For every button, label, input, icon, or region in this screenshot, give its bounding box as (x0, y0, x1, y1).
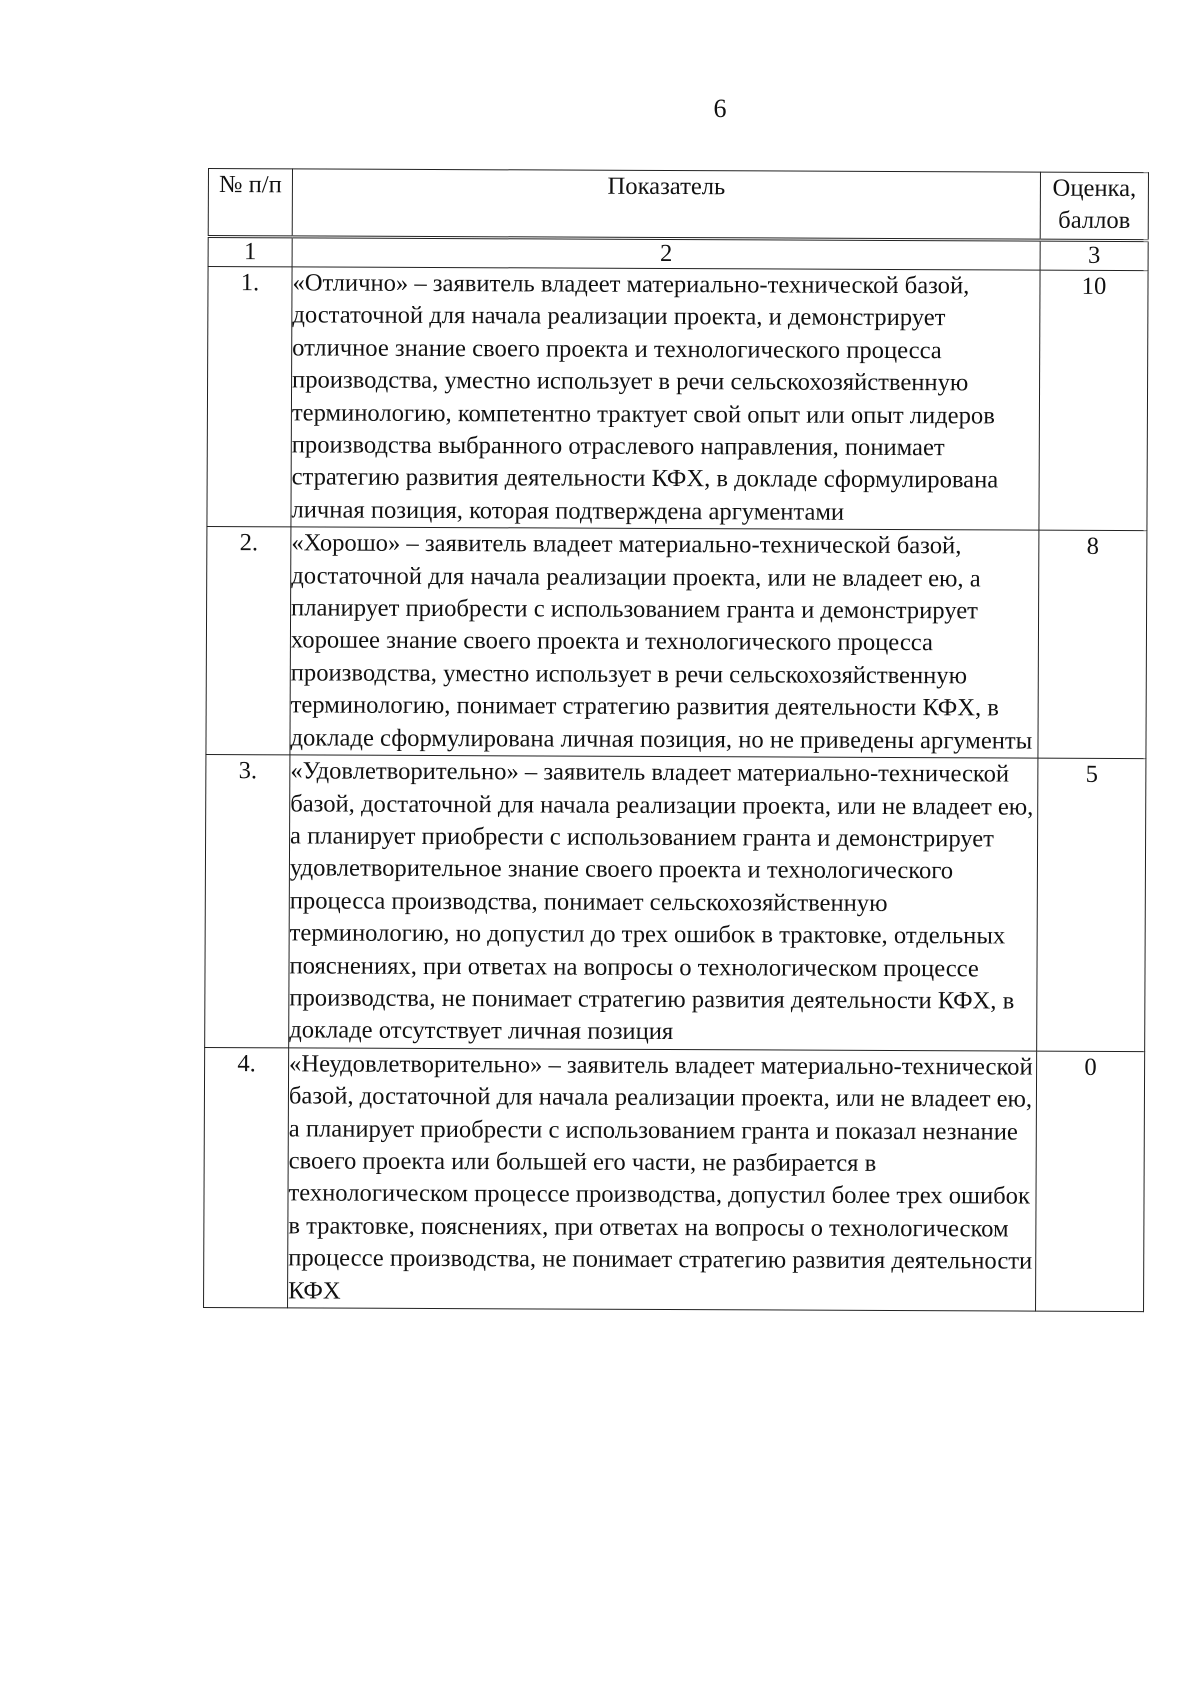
row-score: 5 (1037, 758, 1146, 1051)
row-indicator-text: «Неудовлетворительно» – заявитель владеет материально-технической базой, достаточной для начала реализации проекта, или не владеет ею, а планирует приобрести с использованием гранта и показал незнание своего проекта или большей его части, не разбирается в технологическом процессе производства, допустил более трех ошибок в трактовке, пояснениях, при ответах на вопросы о технологическом процессе производства, не понимает стратегию развития деятельности КФХ (288, 1048, 1037, 1312)
column-number: 3 (1040, 240, 1148, 270)
row-number: 1. (207, 267, 292, 528)
row-number: 3. (205, 755, 290, 1048)
row-number: 4. (204, 1047, 289, 1308)
row-indicator-text: «Отлично» – заявитель владеет материально-технической базой, достаточной для начала реализации проекта, и демонстрирует отличное знание своего проекта и технологического процесса производства, уместно использует в речи сельскохозяйственную терминологию, компетентно трактует свой опыт или опыт лидеров производства выбранного отраслевого направления, понимает стратегию развития деятельности КФХ, в докладе сформулирована личная позиция, которая подтверждена аргументами (291, 267, 1040, 531)
row-score: 10 (1039, 270, 1148, 531)
column-number: 1 (208, 237, 292, 267)
row-number: 2. (206, 527, 291, 755)
table-header-row (208, 169, 1148, 241)
header-score: Оценка, баллов (1040, 172, 1148, 240)
page-number: 6 (713, 94, 727, 123)
row-indicator-text: «Хорошо» – заявитель владеет материально-технической базой, достаточной для начала реализации проекта, или не владеет ею, а планирует приобрести с использованием гранта и демонстрирует хорошее знание своего проекта и технологического процесса производства, уместно использует в речи сельскохозяйственную терминологию, понимает стратегию развития деятельности КФХ, в докладе сформулирована личная позиция, но не приведены аргументы (290, 527, 1039, 758)
table-row (204, 1047, 1145, 1311)
table-row (207, 267, 1148, 531)
header-indicator: Показатель (292, 169, 1040, 240)
table-row (206, 527, 1147, 759)
column-number-row (208, 237, 1148, 271)
row-score: 8 (1038, 530, 1147, 758)
table-row (205, 755, 1146, 1052)
row-score: 0 (1036, 1051, 1145, 1312)
indicators-table (203, 168, 1149, 1312)
indicators-table-wrapper (203, 168, 1148, 1312)
header-number: № п/п (208, 169, 292, 237)
row-indicator-text: «Удовлетворительно» – заявитель владеет материально-технической базой, достаточной для начала реализации проекта, или не владеет ею, а планирует приобрести с использованием гранта и демонстрирует удовлетворительное знание своего проекта и технологического процесса производства, понимает сельскохозяйственную терминологию, но допустил до трех ошибок в трактовке, отдельных пояснениях, при ответах на вопросы о технологическом процессе производства, не понимает стратегию развития деятельности КФХ, в докладе отсутствует личная позиция (289, 755, 1038, 1051)
column-number: 2 (292, 237, 1040, 270)
